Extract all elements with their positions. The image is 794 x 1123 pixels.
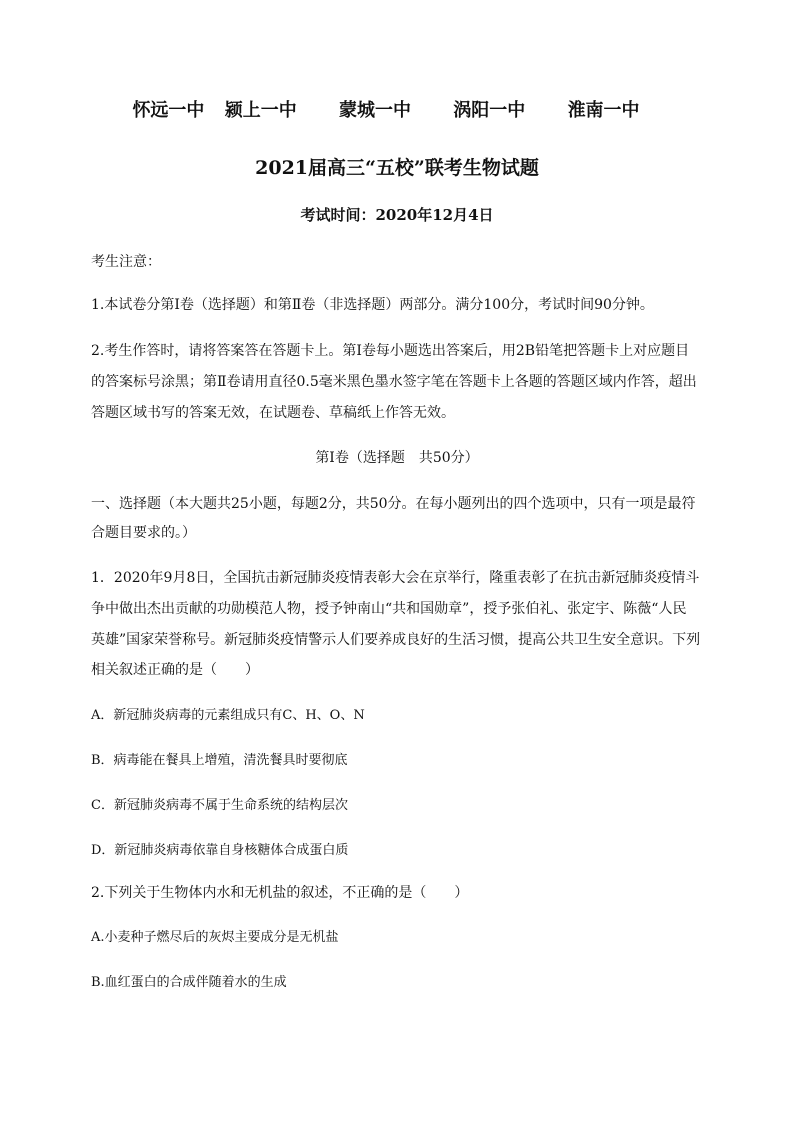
question-2-stem-line: 2.下列关于生物体内水和无机盐的叙述，不正确的是（ ）: [91, 885, 469, 901]
notice-item-2-line: 的答案标号涂黑；第Ⅱ卷请用直径0.5毫米黑色墨水签字笔在答题卡上各题的答题区域内作答，超出: [91, 374, 697, 390]
question-1-option-d: D．新冠肺炎病毒依靠自身核糖体合成蛋白质: [91, 843, 349, 858]
school-name: 涡阳一中: [453, 100, 526, 121]
exam-title: 2021届高三“五校”联考生物试题: [255, 157, 539, 179]
notice-item-2-line: 2.考生作答时，请将答案答在答题卡上。第Ⅰ卷每小题选出答案后，用2B铅笔把答题卡上对应题目: [91, 343, 690, 359]
question-1-stem-line: 1．2020年9月8日，全国抗击新冠肺炎疫情表彰大会在京举行，隆重表彰了在抗击新冠肺炎疫情斗: [91, 570, 700, 586]
question-2-option-b: B.血红蛋白的合成伴随着水的生成: [91, 975, 287, 990]
part1-instruction-line: 合题目要求的。）: [91, 525, 196, 541]
question-1-stem-line: 争中做出杰出贡献的功勋模范人物，授予钟南山“共和国勋章”，授予张伯礼、张定宇、陈薇“人民: [91, 601, 687, 617]
part1-instruction-line: 一、选择题（本大题共25小题，每题2分，共50分。在每小题列出的四个选项中，只有一项是最符: [91, 496, 696, 512]
notice-item-1: 1.本试卷分第Ⅰ卷（选择题）和第Ⅱ卷（非选择题）两部分。满分100分，考试时间90分钟。: [91, 297, 654, 313]
school-name: 蒙城一中: [339, 100, 411, 121]
school-names: [0, 98, 794, 124]
question-1-option-b: B．病毒能在餐具上增殖，清洗餐具时要彻底: [91, 753, 348, 768]
part1-heading: 第Ⅰ卷（选择题 共50分）: [315, 450, 479, 466]
school-name: 颍上一中: [224, 100, 297, 121]
question-1-option-a: A．新冠肺炎病毒的元素组成只有C、H、O、N: [91, 708, 365, 723]
exam-time: 考试时间：2020年12月4日: [300, 206, 494, 224]
school-name: 淮南一中: [567, 100, 640, 121]
notice-heading: 考生注意：: [91, 254, 161, 270]
question-1-option-c: C．新冠肺炎病毒不属于生命系统的结构层次: [91, 798, 348, 813]
question-2-option-a: A.小麦种子燃尽后的灰烬主要成分是无机盐: [91, 930, 339, 945]
question-1-stem-line: 相关叙述正确的是（ ）: [91, 662, 259, 678]
notice-item-2-line: 答题区域书写的答案无效，在试题卷、草稿纸上作答无效。: [91, 405, 455, 421]
school-name: 怀远一中: [132, 100, 205, 121]
question-1-stem-line: 英雄”国家荣誉称号。新冠肺炎疫情警示人们要养成良好的生活习惯，提高公共卫生安全意识。下列: [91, 632, 701, 648]
